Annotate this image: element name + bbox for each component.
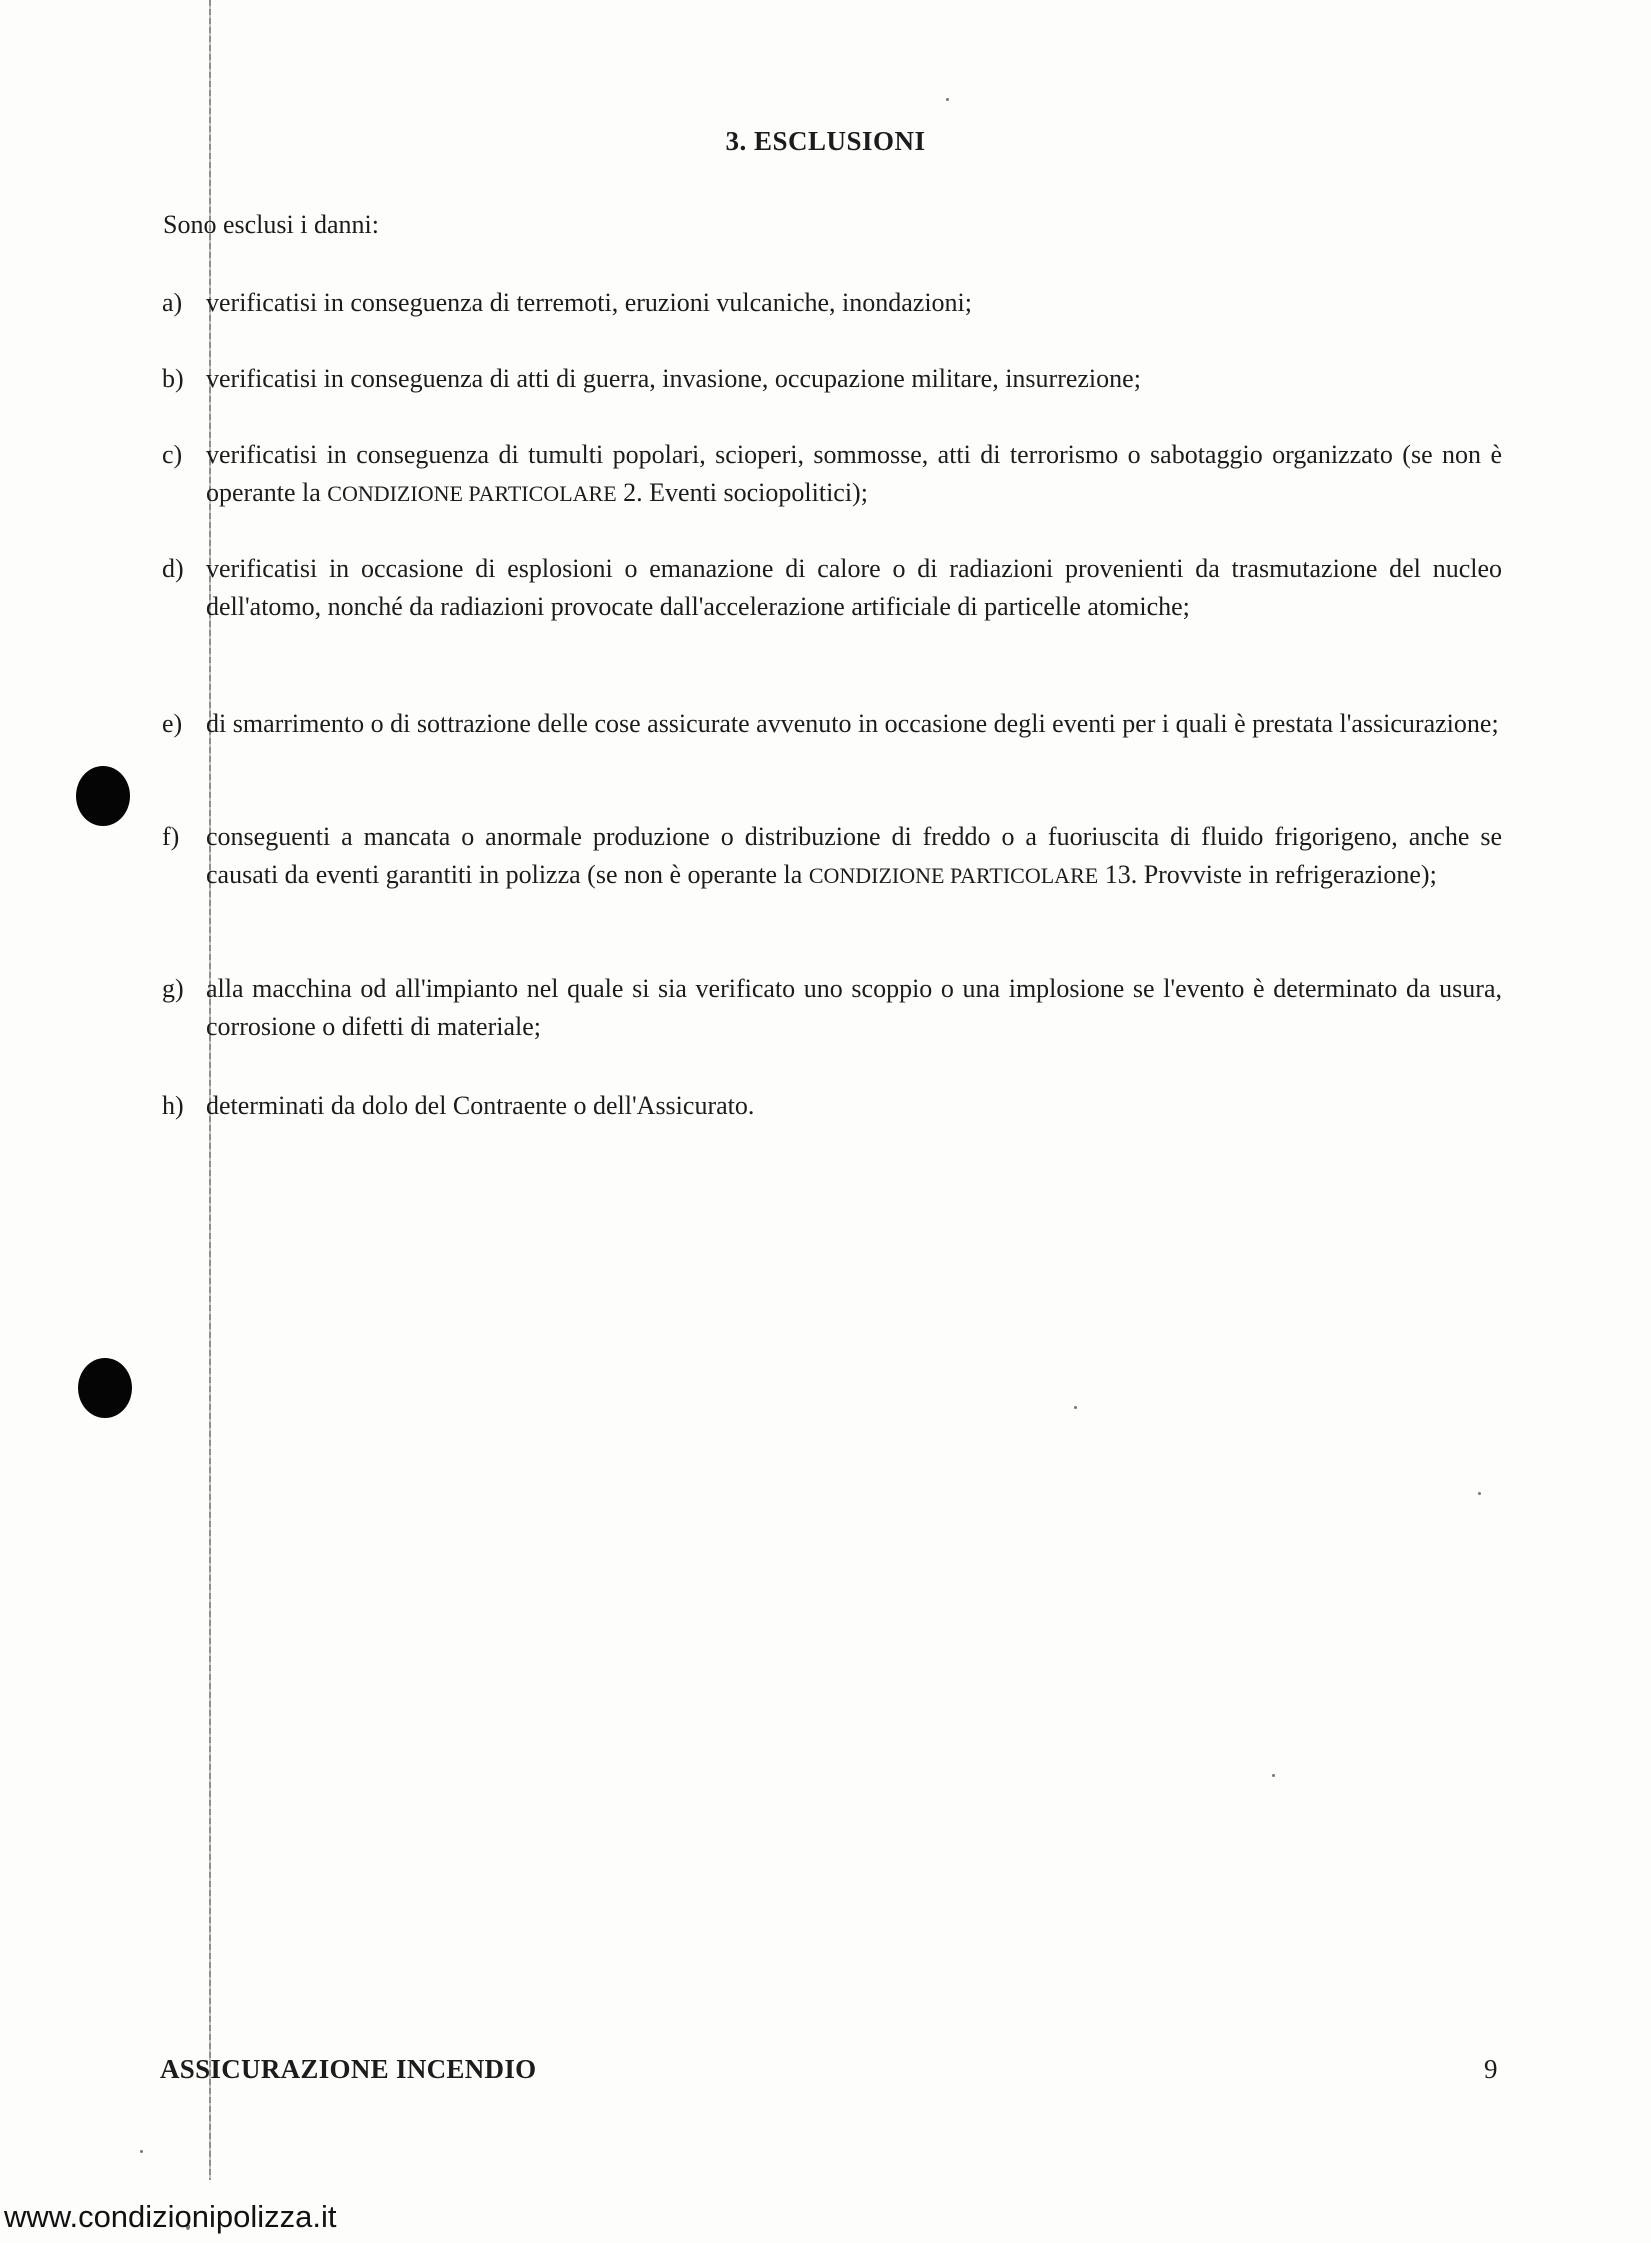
exclusion-item-g — [162, 970, 1502, 1046]
item-label: c) — [162, 440, 183, 469]
exclusion-item-f — [162, 818, 1502, 895]
punch-hole-bottom — [78, 1358, 132, 1418]
item-text: conseguenti a mancata o anormale produzione o distribuzione di freddo o a fuoriuscita di fluido frigorigeno, anche se causati da eventi garantiti in polizza (se non è operante la CONDIZIONE PARTICOLARE 13. Provviste in refrigerazione); — [206, 822, 1502, 889]
exclusion-item-h — [162, 1087, 1502, 1125]
exclusion-item-a — [162, 284, 1502, 322]
item-label: b) — [162, 364, 184, 393]
item-text: verificatisi in conseguenza di tumulti popolari, scioperi, sommosse, atti di terrorismo o sabotaggio organizzato (se non è operante la CONDIZIONE PARTICOLARE 2. Eventi sociopolitici); — [206, 440, 1502, 507]
page-number: 9 — [1484, 2054, 1498, 2084]
item-text: verificatisi in conseguenza di atti di guerra, invasione, occupazione militare, insurrezione; — [206, 364, 1141, 393]
section-heading: 3. ESCLUSIONI — [725, 126, 926, 156]
scan-speck — [1272, 1774, 1275, 1777]
condition-reference: CONDIZIONE PARTICOLARE — [327, 481, 617, 506]
punch-hole-top — [76, 766, 130, 826]
scan-speck — [1074, 1406, 1077, 1409]
item-text: determinati da dolo del Contraente o dell'Assicurato. — [206, 1091, 755, 1120]
scan-speck — [946, 98, 949, 101]
item-label: a) — [162, 288, 183, 317]
item-label: g) — [162, 974, 184, 1003]
item-label: d) — [162, 554, 184, 583]
scan-speck — [140, 2150, 143, 2153]
item-label: f) — [162, 822, 180, 851]
item-text: alla macchina od all'impianto nel quale si sia verificato uno scoppio o una implosione se l'evento è determinato da usura, corrosione o difetti di materiale; — [206, 974, 1502, 1041]
exclusion-item-e — [162, 705, 1502, 743]
item-label: h) — [162, 1091, 184, 1120]
footer-title: ASSICURAZIONE INCENDIO — [160, 2054, 537, 2084]
exclusion-item-b — [162, 360, 1502, 398]
intro-text: Sono esclusi i danni: — [163, 210, 379, 239]
item-text: verificatisi in conseguenza di terremoti, eruzioni vulcaniche, inondazioni; — [206, 288, 972, 317]
watermark-url: www.condizionipolizza.it — [4, 2199, 337, 2234]
item-text: verificatisi in occasione di esplosioni o emanazione di calore o di radiazioni provenienti da trasmutazione del nucleo dell'atomo, nonché da radiazioni provocate dall'accelerazione artificiale di particelle atomiche; — [206, 554, 1502, 621]
exclusion-item-c — [162, 436, 1502, 513]
item-text: di smarrimento o di sottrazione delle cose assicurate avvenuto in occasione degli eventi per i quali è prestata l'assicurazione; — [206, 709, 1499, 738]
item-label: e) — [162, 709, 183, 738]
exclusion-item-d — [162, 550, 1502, 626]
scan-speck — [1478, 1492, 1481, 1495]
condition-reference: CONDIZIONE PARTICOLARE — [808, 863, 1099, 888]
